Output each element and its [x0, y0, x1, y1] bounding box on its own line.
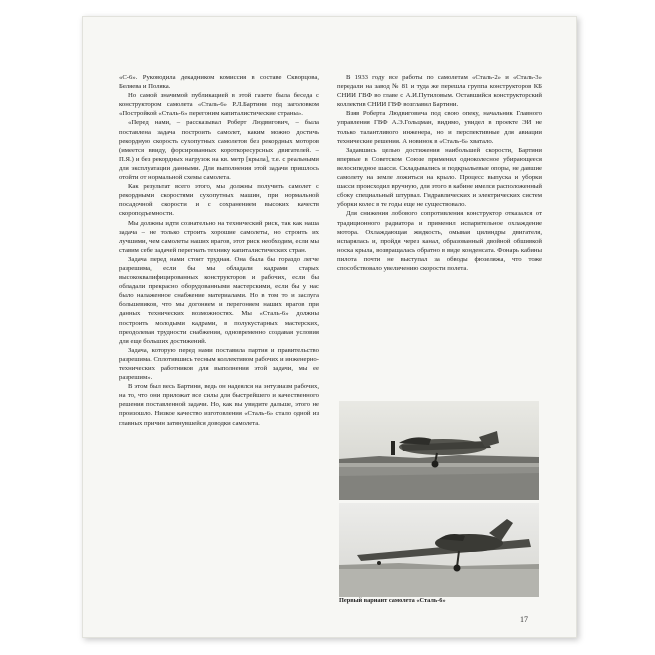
- paragraph: В 1933 году все работы по самолетам «Сталь-2» и «Сталь-3» передали на завод № 81 и туда же перешла группа конструкторов КБ СНИИ ГВФ во главе с А.И.Путиловым. Оставшийся конструкторский коллектив СНИИ ГВФ возглавил Бартини.: [337, 74, 542, 109]
- paragraph: Для снижения лобового сопротивления конструктор отказался от традиционного радиатора и применил испарительное охлаждение мотора. Охлаждающая жидкость, омывая цилиндры двигателя, испарялась и, пройдя через канал, образованный двойной обшивкой носка крыла, возвращалась обратно в виде конденсата. Фонарь кабины пилота почти не выступал за обводы фюзеляжа, что тоже способствовало увеличению скорости полета.: [337, 210, 542, 272]
- paragraph: Задавшись целью достижения наибольшей скорости, Бартини впервые в Советском Союзе применил одноколесное убирающееся велосипедное шасси. Складывались и подкрыльевые опоры, не давшие самолету на земле ложиться на крыло. Процесс выпуска и уборки шасси происходил вручную, для этого в кабине имелся расположенный сбоку специальный штурвал. Гидравлических и электрических систем уборки колес в те годы еще не существовало.: [337, 146, 542, 209]
- page-number: 17: [520, 615, 528, 624]
- photo-caption: Первый вариант самолета «Сталь-6»: [339, 597, 446, 604]
- paragraph: Взяв Роберта Людвиговича под свою опеку, начальник Главного управления ГВФ А.Э.Гольцман, видимо, увидел в проекте ЭИ не только талантливого инженера, но и перспективные для авиации технические решения. А новинок в «Сталь-6» хватало.: [337, 110, 542, 145]
- aircraft-side-image: [339, 401, 539, 500]
- paragraph: Но самой значимой публикацией в этой газете была беседа с конструктором самолета «Сталь-6» Р.Л.Бартини под заголовком «Постройкой «Сталь-6» перегоним капиталистические страны».: [119, 92, 319, 118]
- paragraph: В этом был весь Бартини, ведь он надеялся на энтузиазм рабочих, на то, что они приложат все силы для быстрейшего и качественного решения поставленной задачи. Но, как вы увидите дальше, этого не произошло. Низкое качество изготовления «Сталь-6» стало одной из главных причин затянувшейся доводки самолета.: [119, 383, 319, 427]
- paragraph: «Перед нами, – рассказывал Роберт Людвигович, – была поставлена задача построить самолет, каким можно достичь рекордную скорость сухопутных самолетов без рекордных моторов (имеется ввиду, форсированных короткоресурсных двигателей. – П.Я.) и без рекордных нагрузок на кв. метр [крыла], т.е. с реальными для эксплуатации данными. Для выполнения этой задачи пришлось отойти от нормальной схемы самолета.: [119, 119, 319, 182]
- left-text-column: [119, 73, 319, 428]
- paragraph: Задача перед нами стоит трудная. Она была бы гораздо легче разрешима, если бы мы обладали кадрами старых высококвалифицированных конструкторов и рабочих, если бы обладали прекрасно оборудованными мастерскими, если бы у нас было налаженное снабжение материалами. Но в том то и заслуга большевиков, что мы догоняем и перегоняем наших врагов при данных технических возможностях. Мы «Сталь-6» должны построить молодыми кадрами, в полукустарных мастерских, преодолевая трудности снабжения, одновременно создавая условия для еще больших достижений.: [119, 255, 319, 345]
- paragraph: Как результат всего этого, мы должны получить самолет с рекордными скоростями сухопутных машин, при нормальной посадочной скорости и с сохранением высоких качеств скороподъемности.: [119, 183, 319, 218]
- aircraft-photo-side: [339, 401, 539, 500]
- book-page: [82, 16, 577, 638]
- paragraph: «С-6». Руководила декадником комиссия в составе Скворцова, Беляева и Поляка.: [119, 74, 319, 91]
- right-text-column: [337, 73, 542, 273]
- paragraph: Мы должны идти сознательно на технический риск, так как наша задача – не только строить хорошие самолеты, но строить их лучшими, чем самолеты наших врагов, этот риск необходим, если мы ставим себе задачей перегнать технику капиталистических стран.: [119, 219, 319, 254]
- paragraph: Задача, которую перед нами поставила партия и правительство разрешима. Сплотившись тесным коллективом рабочих и инженерно-технических работников для выполнения этой задачи, мы ее разрешим».: [119, 346, 319, 382]
- aircraft-photo-front: [339, 503, 539, 597]
- aircraft-front-image: [339, 503, 539, 597]
